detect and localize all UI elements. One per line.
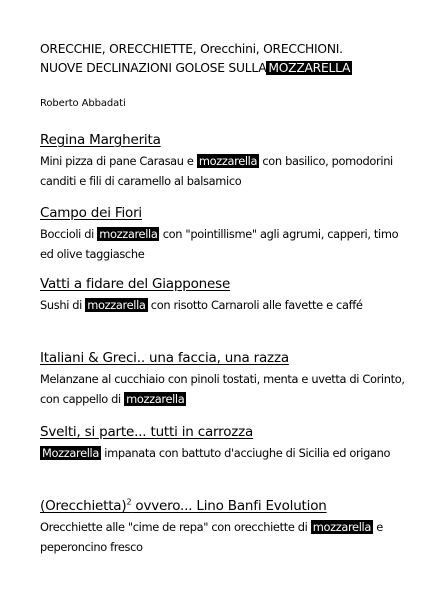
highlight-word: mozzarella: [312, 520, 371, 534]
title-line-1: ORECCHIE, ORECCHIETTE, Orecchini, ORECCHIONI.: [40, 42, 343, 56]
highlight-word: mozzarella: [198, 154, 258, 168]
dish-description: Orecchiette alle "cime de repa" con orecchiette di mozzarella e peperoncino fresco: [40, 520, 383, 554]
dish-name: (Orecchietta)$^2$ ovvero... Lino Banfi Evolution: [40, 497, 327, 514]
highlight-word: mozzarella: [87, 298, 146, 312]
dish-6: [40, 498, 412, 557]
dish-4: [40, 350, 412, 409]
dish-description: Mini pizza di pane Carasau e mozzarella con basilico, pomodorini canditi e fili di caramello al balsamico: [40, 154, 393, 188]
dish-description: Boccioli di mozzarella con "pointillisme" agli agrumi, capperi, timo ed olive taggiasche: [40, 227, 399, 261]
title-line-2-text: NUOVE DECLINAZIONI GOLOSE SULLA: [40, 61, 267, 75]
dish-1: [40, 132, 412, 191]
highlight-word: Mozzarella: [42, 446, 99, 460]
author-name: Roberto Abbadati: [40, 98, 126, 109]
dish-name: Regina Margherita: [40, 132, 161, 148]
highlight-word: mozzarella: [126, 392, 185, 406]
dish-description: Melanzane al cucchiaio con pinoli tostati, menta e uvetta di Corinto, con cappello di mozzarella: [40, 372, 405, 406]
dish-description: Mozzarella impanata con battuto d'acciughe di Sicilia ed origano: [42, 446, 391, 460]
dish-name: Campo dei Fiori: [40, 205, 142, 221]
dish-name: Vatti a fidare del Giapponese: [40, 276, 231, 292]
dish-3: [40, 276, 412, 315]
exponent: 2: [126, 497, 132, 507]
document-title: [40, 40, 412, 78]
dish-5: [40, 424, 412, 463]
dish-description: Sushi di mozzarella con risotto Carnaroli alle favette e caffé: [40, 298, 363, 312]
highlight-word: mozzarella: [99, 227, 158, 241]
dish-name: Italiani & Greci.. una faccia, una razza: [40, 350, 289, 366]
dish-2: [40, 205, 412, 264]
title-line-2: [40, 59, 412, 78]
title-highlight: MOZZARELLA: [268, 61, 351, 75]
dish-name: Svelti, si parte... tutti in carrozza: [40, 424, 254, 440]
